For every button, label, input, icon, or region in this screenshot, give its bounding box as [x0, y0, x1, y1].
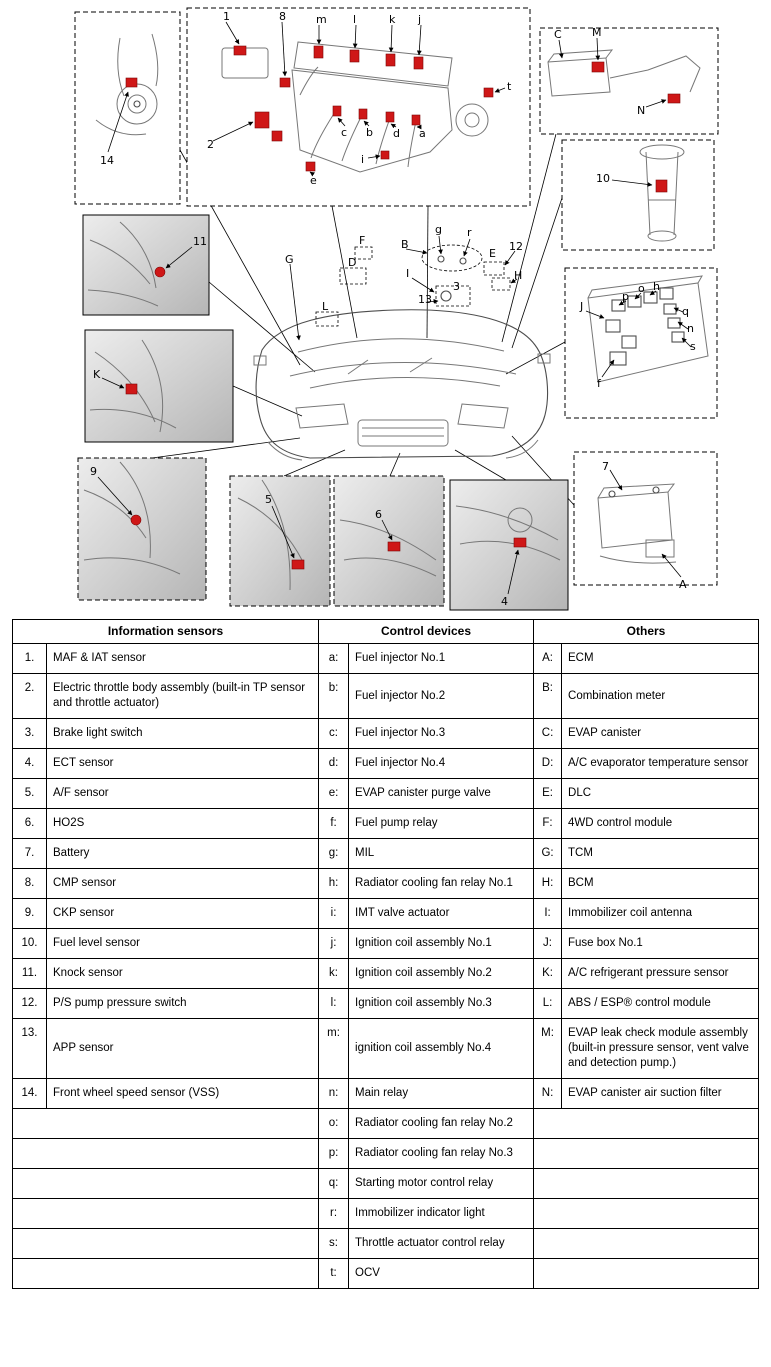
table-row — [13, 644, 759, 674]
item-text: Fuel injector No.2 — [349, 674, 534, 719]
item-key: 14. — [13, 1079, 47, 1109]
component-highlight-t — [484, 88, 493, 97]
cell-empty — [534, 1109, 759, 1139]
diagram-label-j: j — [418, 13, 422, 26]
item-text: Ignition coil assembly No.2 — [349, 959, 534, 989]
callout-front-wheel-sensor — [75, 12, 180, 204]
grille-art — [358, 420, 448, 446]
component-highlight-8 — [280, 78, 290, 87]
4wd-module-outline — [355, 247, 372, 259]
item-key: C: — [534, 719, 562, 749]
diagram-label-m: m — [316, 13, 327, 26]
component-highlight-K — [126, 384, 137, 394]
headlight-art — [296, 404, 348, 428]
item-text: Ignition coil assembly No.3 — [349, 989, 534, 1019]
table-row — [13, 839, 759, 869]
wiper-art — [348, 358, 432, 374]
diagram-label-M: M — [592, 26, 602, 39]
diagram-label-p: p — [622, 290, 629, 303]
diagram-label-12: 12 — [509, 240, 523, 253]
item-key: f: — [319, 809, 349, 839]
item-key: G: — [534, 839, 562, 869]
component-highlight-d — [386, 112, 394, 122]
item-key: A: — [534, 644, 562, 674]
diagram-label-14: 14 — [100, 154, 114, 167]
diagram-label-B: B — [401, 238, 409, 251]
table-row — [13, 1259, 759, 1289]
table-row — [13, 929, 759, 959]
item-text: P/S pump pressure switch — [47, 989, 319, 1019]
diagram-label-D: D — [348, 256, 357, 269]
abs-module-outline — [316, 312, 338, 326]
item-text: ECT sensor — [47, 749, 319, 779]
item-text: ignition coil assembly No.4 — [349, 1019, 534, 1079]
callout-ect-sensor — [450, 480, 568, 610]
component-highlight-m — [314, 46, 323, 58]
diagram-label-2: 2 — [207, 138, 214, 151]
component-highlight-a — [412, 115, 420, 125]
diagram-label-5: 5 — [265, 493, 272, 506]
item-text: ABS / ESP® control module — [562, 989, 759, 1019]
table-row — [13, 749, 759, 779]
meter-cluster-outline — [422, 245, 482, 271]
item-key: B: — [534, 674, 562, 719]
item-key: e: — [319, 779, 349, 809]
item-text: Main relay — [349, 1079, 534, 1109]
vehicle-front-view — [254, 223, 550, 460]
diagram-label-A: A — [679, 578, 687, 591]
table-row — [13, 719, 759, 749]
item-text: DLC — [562, 779, 759, 809]
item-key: D: — [534, 749, 562, 779]
table-row — [13, 899, 759, 929]
callout-engine-top — [187, 8, 530, 206]
item-key: b: — [319, 674, 349, 719]
item-text: APP sensor — [47, 1019, 319, 1079]
col-header-control-devices: Control devices — [319, 620, 534, 644]
item-key: N: — [534, 1079, 562, 1109]
diagram-svg — [0, 0, 771, 617]
item-key: 9. — [13, 899, 47, 929]
diagram-label-3: 3 — [453, 280, 460, 293]
item-key: E: — [534, 779, 562, 809]
item-text: Front wheel speed sensor (VSS) — [47, 1079, 319, 1109]
item-text: Fuel injector No.4 — [349, 749, 534, 779]
item-key: j: — [319, 929, 349, 959]
table-header-row — [13, 620, 759, 644]
component-location-diagram — [0, 0, 771, 617]
item-key: 4. — [13, 749, 47, 779]
item-key: K: — [534, 959, 562, 989]
item-text: CKP sensor — [47, 899, 319, 929]
component-highlight — [126, 78, 137, 87]
diagram-label-k: k — [389, 13, 396, 26]
item-text: Battery — [47, 839, 319, 869]
item-text: A/F sensor — [47, 779, 319, 809]
item-key: 6. — [13, 809, 47, 839]
component-highlight-2b — [272, 131, 282, 141]
item-text: Starting motor control relay — [349, 1169, 534, 1199]
table-row — [13, 1109, 759, 1139]
callout-ho2s — [334, 476, 444, 606]
table-row — [13, 1229, 759, 1259]
diagram-label-e: e — [310, 174, 317, 187]
callout-ckp-sensor — [78, 458, 206, 600]
table-row — [13, 1079, 759, 1109]
item-text: Immobilizer coil antenna — [562, 899, 759, 929]
component-highlight-6 — [388, 542, 400, 551]
item-key: 11. — [13, 959, 47, 989]
callout-knock-sensor — [83, 215, 209, 315]
mil-art — [438, 256, 444, 262]
item-key: H: — [534, 869, 562, 899]
component-highlight-k — [386, 54, 395, 66]
windshield-art — [298, 339, 504, 352]
item-key: M: — [534, 1019, 562, 1079]
item-key: 8. — [13, 869, 47, 899]
item-key: i: — [319, 899, 349, 929]
item-text: 4WD control module — [562, 809, 759, 839]
callout-box-11 — [83, 215, 209, 315]
component-highlight-M — [592, 62, 604, 72]
component-highlight-i — [381, 151, 389, 159]
grille-slats-art — [362, 428, 444, 436]
callout-box-engine — [187, 8, 530, 206]
item-text: Immobilizer indicator light — [349, 1199, 534, 1229]
col-header-others: Others — [534, 620, 759, 644]
component-highlight-b — [359, 109, 367, 119]
callout-box-evap — [540, 28, 718, 134]
table-row — [13, 1139, 759, 1169]
diagram-label-11: 11 — [193, 235, 207, 248]
diagram-label-f: f — [597, 377, 601, 390]
diagram-label-i: i — [361, 153, 365, 166]
cell-empty — [534, 1139, 759, 1169]
component-highlight-10 — [656, 180, 667, 192]
callout-box-14 — [75, 12, 180, 204]
item-key: s: — [319, 1229, 349, 1259]
item-text: Ignition coil assembly No.1 — [349, 929, 534, 959]
component-highlight-9 — [131, 515, 141, 525]
legend-table-section — [0, 617, 771, 1289]
cell-empty — [534, 1169, 759, 1199]
diagram-label-d: d — [393, 127, 400, 140]
item-text: EVAP canister purge valve — [349, 779, 534, 809]
item-text: A/C evaporator temperature sensor — [562, 749, 759, 779]
diagram-label-s: s — [690, 340, 696, 353]
component-highlight-c — [333, 106, 341, 116]
item-text: Radiator cooling fan relay No.3 — [349, 1139, 534, 1169]
diagram-label-o: o — [638, 282, 645, 295]
dlc-outline — [484, 262, 504, 275]
item-key: k: — [319, 959, 349, 989]
table-row — [13, 1199, 759, 1229]
diagram-label-r: r — [467, 226, 472, 239]
item-key: 7. — [13, 839, 47, 869]
item-key: 13. — [13, 1019, 47, 1079]
diagram-label-q: q — [682, 305, 689, 318]
table-row — [13, 779, 759, 809]
callout-box-9 — [78, 458, 206, 600]
item-key: a: — [319, 644, 349, 674]
item-text: OCV — [349, 1259, 534, 1289]
item-key: c: — [319, 719, 349, 749]
diagram-label-F: F — [359, 234, 366, 247]
table-row — [13, 1169, 759, 1199]
diagram-label-E: E — [489, 247, 496, 260]
item-text: MAF & IAT sensor — [47, 644, 319, 674]
component-highlight-11 — [155, 267, 165, 277]
table-row — [13, 959, 759, 989]
item-key: d: — [319, 749, 349, 779]
item-text: EVAP canister — [562, 719, 759, 749]
item-text: Electric throttle body assembly (built-in TP sensor and throttle actuator) — [47, 674, 319, 719]
diagram-label-6: 6 — [375, 508, 382, 521]
item-key: F: — [534, 809, 562, 839]
item-text: Fuel injector No.3 — [349, 719, 534, 749]
callout-ac-pressure-sensor — [85, 330, 233, 442]
item-text: EVAP canister air suction filter — [562, 1079, 759, 1109]
diagram-label-7: 7 — [602, 460, 609, 473]
callout-box-5 — [230, 476, 330, 606]
cell-empty — [534, 1199, 759, 1229]
callout-box-10 — [562, 140, 714, 250]
item-key: r: — [319, 1199, 349, 1229]
headlight-art — [458, 404, 508, 428]
cell-empty — [534, 1259, 759, 1289]
diagram-label-9: 9 — [90, 465, 97, 478]
callout-fuse-box — [565, 268, 717, 418]
item-key: 12. — [13, 989, 47, 1019]
cell-empty — [13, 1229, 319, 1259]
bcm-outline — [492, 278, 510, 290]
item-key: 2. — [13, 674, 47, 719]
callout-box-6 — [334, 476, 444, 606]
item-key: o: — [319, 1109, 349, 1139]
item-key: p: — [319, 1139, 349, 1169]
callout-fuel-level-sensor — [562, 140, 714, 250]
diagram-label-10: 10 — [596, 172, 610, 185]
cell-empty — [13, 1259, 319, 1289]
item-text: A/C refrigerant pressure sensor — [562, 959, 759, 989]
component-highlight-5 — [292, 560, 304, 569]
item-text: Radiator cooling fan relay No.1 — [349, 869, 534, 899]
diagram-label-g: g — [435, 223, 442, 236]
item-text: HO2S — [47, 809, 319, 839]
item-text: ECM — [562, 644, 759, 674]
item-key: q: — [319, 1169, 349, 1199]
item-key: I: — [534, 899, 562, 929]
diagram-label-G: G — [285, 253, 294, 266]
item-key: n: — [319, 1079, 349, 1109]
diagram-label-1: 1 — [223, 10, 230, 23]
item-text: CMP sensor — [47, 869, 319, 899]
item-text: Brake light switch — [47, 719, 319, 749]
item-text: Knock sensor — [47, 959, 319, 989]
diagram-label-J: J — [580, 300, 584, 313]
item-text: MIL — [349, 839, 534, 869]
table-row — [13, 989, 759, 1019]
item-key: l: — [319, 989, 349, 1019]
diagram-label-t: t — [507, 80, 512, 93]
diagram-label-c: c — [341, 126, 348, 139]
item-text: Combination meter — [562, 674, 759, 719]
table-row — [13, 809, 759, 839]
item-text: TCM — [562, 839, 759, 869]
item-key: J: — [534, 929, 562, 959]
item-key: 3. — [13, 719, 47, 749]
callout-af-sensor — [230, 476, 330, 606]
cell-empty — [13, 1139, 319, 1169]
component-highlight-e — [306, 162, 315, 171]
diagram-label-13: 13 — [418, 293, 432, 306]
component-highlight-2 — [255, 112, 269, 128]
item-text: Fuel level sensor — [47, 929, 319, 959]
diagram-label-4: 4 — [501, 595, 508, 608]
diagram-label-I: I — [406, 267, 410, 280]
diagram-label-L: L — [322, 300, 329, 313]
item-text: BCM — [562, 869, 759, 899]
callout-battery-ecm — [574, 452, 717, 591]
item-text: IMT valve actuator — [349, 899, 534, 929]
callout-box-7 — [574, 452, 717, 585]
diagram-label-H: H — [514, 269, 523, 282]
item-key: g: — [319, 839, 349, 869]
diagram-label-8: 8 — [279, 10, 286, 23]
item-text: Fuel pump relay — [349, 809, 534, 839]
diagram-label-l: l — [353, 13, 357, 26]
immobilizer-light-art — [460, 258, 466, 264]
item-text: EVAP leak check module assembly (built-in pressure sensor, vent valve and detection pump.) — [562, 1019, 759, 1079]
diagram-label-h: h — [653, 280, 660, 293]
component-highlight-4 — [514, 538, 526, 547]
cell-empty — [13, 1109, 319, 1139]
key-cylinder-art — [441, 291, 451, 301]
item-key: 10. — [13, 929, 47, 959]
item-text: Fuel injector No.1 — [349, 644, 534, 674]
item-text: Throttle actuator control relay — [349, 1229, 534, 1259]
table-row — [13, 869, 759, 899]
cell-empty — [534, 1229, 759, 1259]
component-highlight-1 — [234, 46, 246, 55]
callout-box-K — [85, 330, 233, 442]
component-highlight-j — [414, 57, 423, 69]
table-row — [13, 674, 759, 719]
diagram-label-b: b — [366, 126, 373, 139]
diagram-label-N: N — [637, 104, 646, 117]
diagram-label-K: K — [93, 368, 101, 381]
table-row — [13, 1019, 759, 1079]
item-key: 5. — [13, 779, 47, 809]
item-key: t: — [319, 1259, 349, 1289]
component-highlight-N — [668, 94, 680, 103]
diagram-label-a: a — [419, 127, 426, 140]
cell-empty — [13, 1169, 319, 1199]
item-key: m: — [319, 1019, 349, 1079]
diagram-label-C: C — [554, 28, 562, 41]
cell-empty — [13, 1199, 319, 1229]
cowl-line-art — [310, 377, 500, 388]
item-key: h: — [319, 869, 349, 899]
item-text: Fuse box No.1 — [562, 929, 759, 959]
callout-evap-canister — [540, 26, 718, 134]
item-key: L: — [534, 989, 562, 1019]
item-text: Radiator cooling fan relay No.2 — [349, 1109, 534, 1139]
hood-line-art — [290, 362, 516, 376]
component-legend-table — [12, 619, 759, 1289]
diagram-label-n: n — [687, 322, 694, 335]
col-header-information-sensors: Information sensors — [13, 620, 319, 644]
component-highlight-l — [350, 50, 359, 62]
item-key: 1. — [13, 644, 47, 674]
